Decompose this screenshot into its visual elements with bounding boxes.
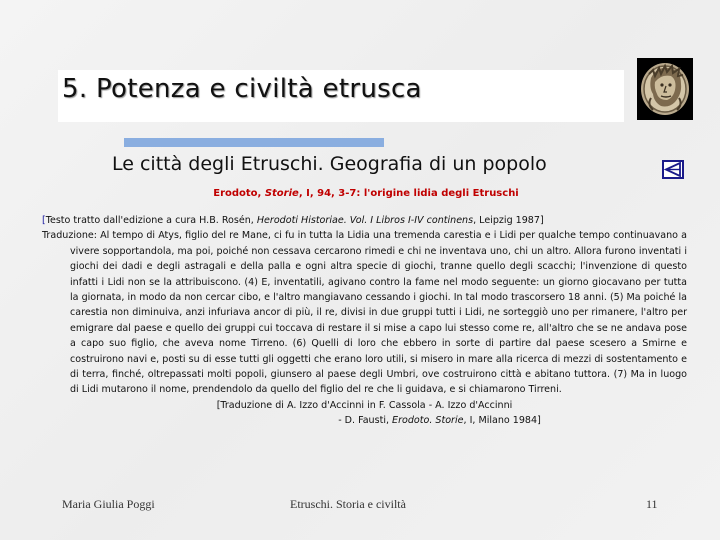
source-work: Storie — [264, 188, 299, 199]
translation-credit-line2 — [42, 413, 687, 428]
footer-course: Etruschi. Storia e civiltà — [290, 497, 406, 511]
back-arrow-icon — [664, 162, 682, 177]
edition-note — [42, 213, 687, 228]
translation-credit-line1: [Traduzione di A. Izzo d'Accinni in F. Cassola - A. Izzo d'Accinni — [216, 399, 513, 411]
translation-text: Al tempo di Atys, figlio del re Mane, ci fu in tutta la Lidia una tremenda carestia e i Lidi per qualche tempo continuavano a vivere sopportandola, ma poi, poiché non cessava cercarono rimedi e chi ne inventava uno, chi un altro. Allora furono inventati i giochi dei dadi e degli astragali e della palla e ogni altra specie di giochi, tranne quello degli scacchi; l'invenzione di questo infatti i Lidi non se la attribuiscono. (4) E, inventatili, agivano contro la fame nel modo seguente: un giorno giocavano per tutta la giornata, in modo da non cercar cibo, e l'altro mangiavano cessando i giochi. In tal modo trascorsero 18 anni. (5) Ma poiché la carestia non diminuiva, anzi infuriava ancor di più, il re, divisi in due gruppi tutti i Lidi, ne sorteggiò uno per rimanere, l'altro per emigrare dal paese e quello dei gruppi cui toccava di restare il si mise a capo lui stesso come re, all'altro che se ne andava pose a capo suo figlio, che aveva nome Tirreno. (6) Quelli di loro che ebbero in sorte di partire dal paese scesero a Smirne e costruirono navi e, posti su di esse tutti gli oggetti che erano loro utili, si misero in mare alla ricerca di mezzi di sostentamento e di terra, finché, oltrepassati molti popoli, giunsero al paese degli Umbri, ove costruirono città e abitano tuttora. (7) Ma in luogo di Lidi mutarono il nome, prendendolo da quello del figlio del re che li guidava, e si chiamarono Tirreni. — [70, 230, 687, 396]
footer-author: Maria Giulia Poggi — [62, 497, 155, 511]
back-button[interactable] — [662, 160, 684, 179]
edition-work: Herodoti Historiae. Vol. I Libros I-IV continens — [256, 215, 474, 226]
etruscan-coin-head-icon — [637, 58, 693, 120]
edition-text-after: , Leipzig 1987] — [473, 215, 544, 226]
slide-title: 5. Potenza e civiltà etrusca — [62, 74, 422, 104]
credit-suffix: , I, Milano 1984] — [463, 415, 541, 427]
source-reference — [0, 188, 720, 199]
edition-open-bracket: [ — [42, 215, 46, 226]
title-underline-bar — [124, 138, 384, 147]
text-body — [42, 213, 687, 429]
slide-subtitle: Le città degli Etruschi. Geografia di un popolo — [112, 153, 547, 175]
translation-paragraph — [42, 228, 687, 397]
credit-prefix: - D. Fausti, — [338, 415, 393, 427]
source-suffix: , I, 94, 3-7: l'origine lidia degli Etruschi — [298, 188, 519, 199]
credit-work: Erodoto. Storie — [392, 415, 464, 427]
translation-label: Traduzione: — [42, 230, 101, 242]
footer-page-number: 11 — [646, 497, 658, 511]
source-prefix: Erodoto, — [213, 188, 265, 199]
edition-text-before: Testo tratto dall'edizione a cura H.B. Rosén, — [45, 215, 257, 226]
